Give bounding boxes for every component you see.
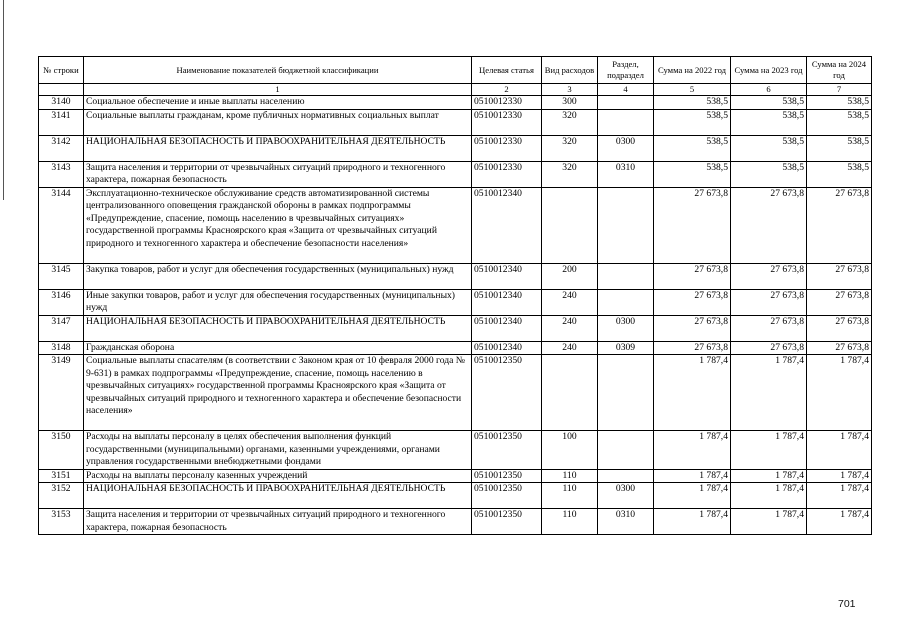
sum-2024: 538,5 (807, 135, 872, 161)
column-number: 3 (542, 84, 598, 96)
expense-type: 320 (542, 109, 598, 135)
table-row (39, 263, 872, 289)
sum-2022: 1 787,4 (654, 431, 731, 470)
sum-2023: 1 787,4 (731, 355, 807, 431)
sum-2024: 27 673,8 (807, 341, 872, 355)
section-subsection (598, 263, 654, 289)
sum-2023: 27 673,8 (731, 289, 807, 315)
sum-2023: 538,5 (731, 135, 807, 161)
section-subsection: 0310 (598, 509, 654, 535)
sum-2024: 1 787,4 (807, 469, 872, 483)
expense-type: 300 (542, 96, 598, 110)
expense-type: 320 (542, 161, 598, 187)
sum-2024: 1 787,4 (807, 355, 872, 431)
indicator-name: НАЦИОНАЛЬНАЯ БЕЗОПАСНОСТЬ И ПРАВООХРАНИТЕЛЬНАЯ ДЕЯТЕЛЬНОСТЬ (84, 135, 472, 161)
sum-2023: 538,5 (731, 161, 807, 187)
target-article: 0510012340 (472, 341, 542, 355)
target-article: 0510012340 (472, 263, 542, 289)
sum-2022: 27 673,8 (654, 263, 731, 289)
row-number: 3147 (39, 315, 84, 341)
sum-2022: 538,5 (654, 96, 731, 110)
sum-2024: 538,5 (807, 161, 872, 187)
sum-2022: 27 673,8 (654, 315, 731, 341)
target-article: 0510012350 (472, 509, 542, 535)
sum-2023: 1 787,4 (731, 509, 807, 535)
sum-2022: 27 673,8 (654, 341, 731, 355)
indicator-name: Социальные выплаты гражданам, кроме публичных нормативных социальных выплат (84, 109, 472, 135)
sum-2024: 538,5 (807, 96, 872, 110)
table-row (39, 469, 872, 483)
table-row (39, 187, 872, 263)
section-subsection (598, 96, 654, 110)
row-number: 3144 (39, 187, 84, 263)
row-number: 3145 (39, 263, 84, 289)
indicator-name: Социальное обеспечение и иные выплаты населению (84, 96, 472, 110)
target-article: 0510012330 (472, 135, 542, 161)
sum-2023: 538,5 (731, 109, 807, 135)
indicator-name: Расходы на выплаты персоналу казенных учреждений (84, 469, 472, 483)
table-row (39, 341, 872, 355)
expense-type: 240 (542, 341, 598, 355)
sum-2023: 27 673,8 (731, 187, 807, 263)
section-subsection (598, 355, 654, 431)
target-article: 0510012330 (472, 96, 542, 110)
expense-type: 240 (542, 315, 598, 341)
section-subsection (598, 469, 654, 483)
header-target: Целевая статья (472, 57, 542, 84)
section-subsection: 0300 (598, 483, 654, 509)
target-article: 0510012340 (472, 315, 542, 341)
column-number: 2 (472, 84, 542, 96)
row-number: 3149 (39, 355, 84, 431)
row-number: 3150 (39, 431, 84, 470)
column-number: 4 (598, 84, 654, 96)
header-row-no: № строки (39, 57, 84, 84)
row-number: 3143 (39, 161, 84, 187)
sum-2024: 27 673,8 (807, 187, 872, 263)
column-number: 6 (731, 84, 807, 96)
table-row (39, 135, 872, 161)
row-number: 3153 (39, 509, 84, 535)
expense-type: 320 (542, 135, 598, 161)
indicator-name: Защита населения и территории от чрезвычайных ситуаций природного и техногенного характера, пожарная безопасность (84, 161, 472, 187)
column-number-row (39, 84, 872, 96)
row-number: 3141 (39, 109, 84, 135)
table-row (39, 315, 872, 341)
expense-type: 240 (542, 289, 598, 315)
header-sum-2023: Сумма на 2023 год (731, 57, 807, 84)
sum-2023: 1 787,4 (731, 483, 807, 509)
sum-2022: 538,5 (654, 135, 731, 161)
sum-2023: 1 787,4 (731, 431, 807, 470)
budget-table (38, 56, 872, 535)
row-number: 3151 (39, 469, 84, 483)
expense-type: 110 (542, 509, 598, 535)
indicator-name: Закупка товаров, работ и услуг для обеспечения государственных (муниципальных) нужд (84, 263, 472, 289)
sum-2024: 1 787,4 (807, 431, 872, 470)
sum-2023: 1 787,4 (731, 469, 807, 483)
sum-2023: 27 673,8 (731, 315, 807, 341)
sum-2023: 27 673,8 (731, 263, 807, 289)
row-number: 3152 (39, 483, 84, 509)
target-article: 0510012350 (472, 469, 542, 483)
sum-2024: 27 673,8 (807, 315, 872, 341)
column-number: 5 (654, 84, 731, 96)
table-row (39, 431, 872, 470)
sum-2022: 27 673,8 (654, 187, 731, 263)
target-article: 0510012340 (472, 289, 542, 315)
table-row (39, 509, 872, 535)
expense-type: 200 (542, 263, 598, 289)
document-page (38, 56, 871, 535)
section-subsection: 0310 (598, 161, 654, 187)
target-article: 0510012340 (472, 187, 542, 263)
section-subsection (598, 187, 654, 263)
sum-2022: 538,5 (654, 161, 731, 187)
expense-type: 110 (542, 483, 598, 509)
target-article: 0510012330 (472, 161, 542, 187)
sum-2022: 1 787,4 (654, 483, 731, 509)
target-article: 0510012330 (472, 109, 542, 135)
column-number (39, 84, 84, 96)
sum-2022: 1 787,4 (654, 355, 731, 431)
indicator-name: НАЦИОНАЛЬНАЯ БЕЗОПАСНОСТЬ И ПРАВООХРАНИТЕЛЬНАЯ ДЕЯТЕЛЬНОСТЬ (84, 315, 472, 341)
table-row (39, 483, 872, 509)
expense-type: 110 (542, 469, 598, 483)
sum-2024: 27 673,8 (807, 263, 872, 289)
expense-type (542, 187, 598, 263)
sum-2024: 1 787,4 (807, 483, 872, 509)
sum-2022: 538,5 (654, 109, 731, 135)
row-number: 3148 (39, 341, 84, 355)
header-sum-2022: Сумма на 2022 год (654, 57, 731, 84)
indicator-name: Расходы на выплаты персоналу в целях обеспечения выполнения функций государственными (муниципальными) органами, казенными учреждениями, органами управления государственными внебюджетными фондами (84, 431, 472, 470)
indicator-name: НАЦИОНАЛЬНАЯ БЕЗОПАСНОСТЬ И ПРАВООХРАНИТЕЛЬНАЯ ДЕЯТЕЛЬНОСТЬ (84, 483, 472, 509)
table-row (39, 109, 872, 135)
section-subsection (598, 109, 654, 135)
header-name: Наименование показателей бюджетной классификации (84, 57, 472, 84)
sum-2022: 27 673,8 (654, 289, 731, 315)
sum-2024: 27 673,8 (807, 289, 872, 315)
sum-2023: 538,5 (731, 96, 807, 110)
sum-2024: 1 787,4 (807, 509, 872, 535)
target-article: 0510012350 (472, 355, 542, 431)
column-number: 1 (84, 84, 472, 96)
indicator-name: Гражданская оборона (84, 341, 472, 355)
header-sum-2024: Сумма на 2024 год (807, 57, 872, 84)
indicator-name: Защита населения и территории от чрезвычайных ситуаций природного и техногенного характера, пожарная безопасность (84, 509, 472, 535)
table-row (39, 96, 872, 110)
expense-type (542, 355, 598, 431)
page-number: 701 (838, 598, 856, 610)
header-vid: Вид расходов (542, 57, 598, 84)
target-article: 0510012350 (472, 483, 542, 509)
sum-2022: 1 787,4 (654, 509, 731, 535)
row-number: 3146 (39, 289, 84, 315)
expense-type: 100 (542, 431, 598, 470)
indicator-name: Иные закупки товаров, работ и услуг для обеспечения государственных (муниципальных) нужд (84, 289, 472, 315)
sum-2024: 538,5 (807, 109, 872, 135)
column-number: 7 (807, 84, 872, 96)
sum-2022: 1 787,4 (654, 469, 731, 483)
table-row (39, 289, 872, 315)
section-subsection: 0300 (598, 135, 654, 161)
table-row (39, 355, 872, 431)
target-article: 0510012350 (472, 431, 542, 470)
row-number: 3140 (39, 96, 84, 110)
header-section: Раздел, подраздел (598, 57, 654, 84)
section-subsection: 0300 (598, 315, 654, 341)
section-subsection (598, 289, 654, 315)
indicator-name: Социальные выплаты спасателям (в соответствии с Законом края от 10 февраля 2000 года № 9-631) в рамках подпрограммы «Предупреждение, спасение, помощь населению в чрезвычайных ситуациях» государственной программы Красноярского края «Защита от чрезвычайных ситуаций природного и техногенного характера и обеспечение безопасности населения» (84, 355, 472, 431)
table-row (39, 161, 872, 187)
indicator-name: Эксплуатационно-техническое обслуживание средств автоматизированной системы централизованного оповещения гражданской обороны в рамках подпрограммы «Предупреждение, спасение, помощь населению в чрезвычайных ситуациях» государственной программы Красноярского края «Защита от чрезвычайных ситуаций природного и техногенного характера и обеспечение безопасности населения» (84, 187, 472, 263)
row-number: 3142 (39, 135, 84, 161)
table-header-row (39, 57, 872, 84)
left-margin-rule (3, 0, 4, 200)
sum-2023: 27 673,8 (731, 341, 807, 355)
section-subsection (598, 431, 654, 470)
section-subsection: 0309 (598, 341, 654, 355)
